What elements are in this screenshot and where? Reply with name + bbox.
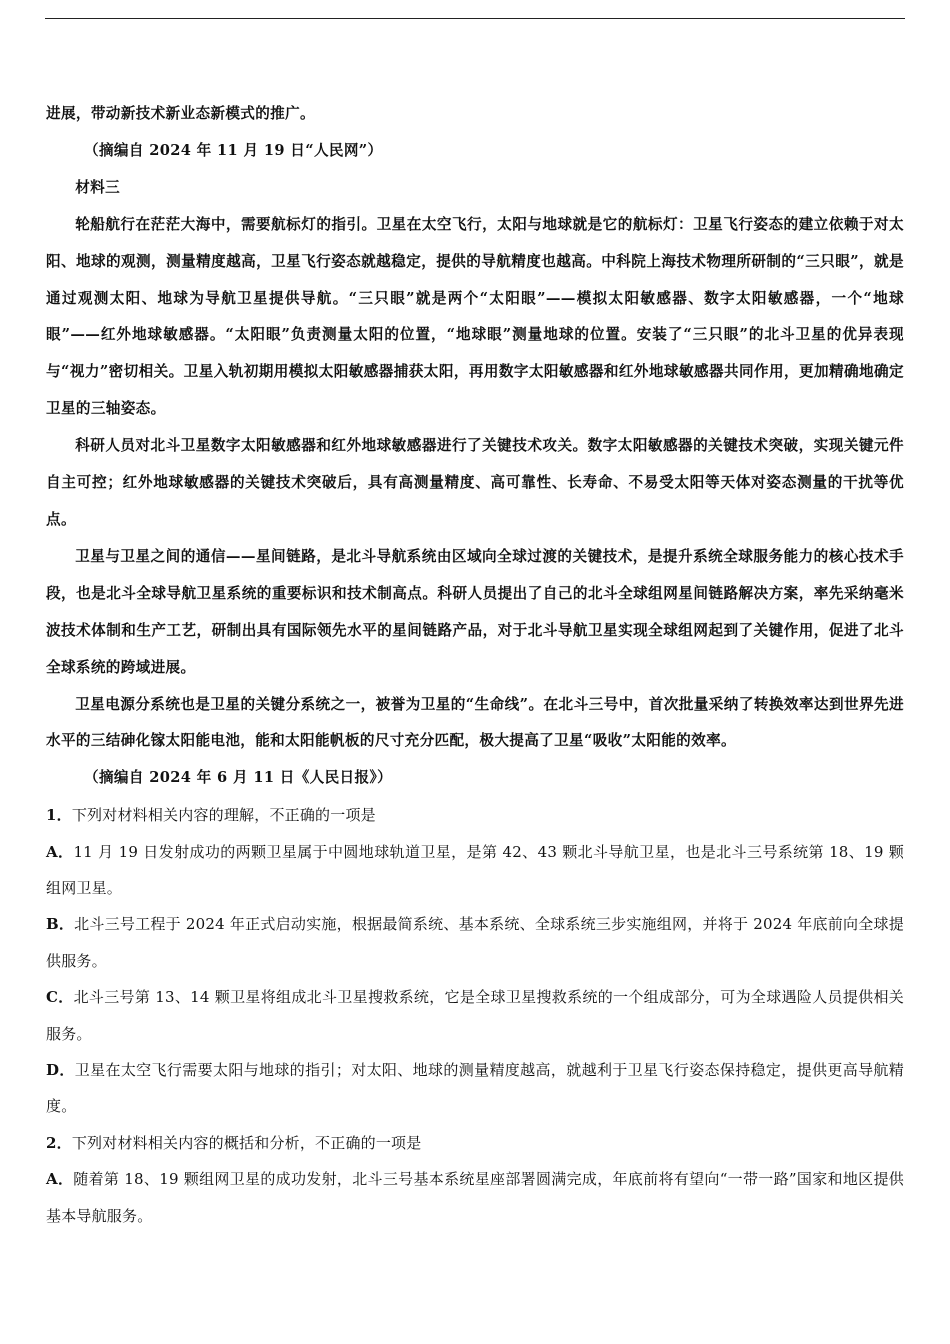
option-text: 北斗三号第 13、14 颗卫星将组成北斗卫星搜救系统，它是全球卫星搜救系统的一个组成部分，可为全球遇险人员提供相关服务。 <box>46 988 904 1043</box>
source-citation-1: （摘编自 2024 年 11 月 19 日“人民网”） <box>84 141 383 159</box>
option-label: A． <box>46 1170 74 1189</box>
option-text: 随着第 18、19 颗组网卫星的成功发射，北斗三号基本系统星座部署圆满完成，年底前将有望向“一带一路”国家和地区提供基本导航服务。 <box>46 1170 904 1225</box>
body-paragraph: 科研人员对北斗卫星数字太阳敏感器和红外地球敏感器进行了关键技术攻关。数字太阳敏感器的关键技术突破，实现关键元件自主可控；红外地球敏感器的关键技术突破后，具有高测量精度、高可靠性、长寿命、不易受太阳等天体对姿态测量的干扰等优点。 <box>46 437 904 528</box>
body-paragraph: 卫星电源分系统也是卫星的关键分系统之一，被誉为卫星的“生命线”。在北斗三号中，首次批量采纳了转换效率达到世界先进水平的三结砷化镓太阳能电池，能和太阳能帆板的尺寸充分匹配，极大提高了卫星“吸收”太阳能的效率。 <box>46 695 904 750</box>
question-1-option-a <box>46 834 904 907</box>
option-label: D． <box>46 1061 75 1080</box>
document-body <box>46 96 904 1234</box>
question-1-option-c <box>46 979 904 1052</box>
source-citation-2: （摘编自 2024 年 6 月 11 日《人民日报》） <box>84 769 393 787</box>
option-label: B． <box>46 915 75 934</box>
question-text: 下列对材料相关内容的概括和分析，不正确的一项是 <box>71 1133 422 1152</box>
body-paragraph: 轮船航行在茫茫大海中，需要航标灯的指引。卫星在太空飞行，太阳与地球就是它的航标灯：卫星飞行姿态的建立依赖于对太阳、地球的观测，测量精度越高，卫星飞行姿态就越稳定，提供的导航精度也越高。中科院上海技术物理所研制的“三只眼”，就是通过观测太阳、地球为导航卫星提供导航。“三只眼”就是两个“太阳眼”——模拟太阳敏感器、数字太阳敏感器，一个“地球眼”——红外地球敏感器。“太阳眼”负责测量太阳的位置，“地球眼”测量地球的位置。安装了“三只眼”的北斗卫星的优异表现与“视力”密切相关。卫星入轨初期用模拟太阳敏感器捕获太阳，再用数字太阳敏感器和红外地球敏感器共同作用，更加精确地确定卫星的三轴姿态。 <box>46 215 904 418</box>
option-label: A． <box>46 842 74 861</box>
question-number: 1． <box>46 806 72 825</box>
question-2-stem <box>46 1125 904 1161</box>
question-1-option-d <box>46 1052 904 1125</box>
question-1-option-b <box>46 906 904 979</box>
option-text: 卫星在太空飞行需要太阳与地球的指引；对太阳、地球的测量精度越高，就越利于卫星飞行姿态保持稳定，提供更高导航精度。 <box>46 1061 904 1116</box>
question-1-stem <box>46 797 904 833</box>
question-text: 下列对材料相关内容的理解，不正确的一项是 <box>71 806 376 825</box>
header-rule <box>45 18 905 19</box>
question-number: 2． <box>46 1133 72 1152</box>
option-text: 北斗三号工程于 2024 年正式启动实施，根据最简系统、基本系统、全球系统三步实施组网，并将于 2024 年底前向全球提供服务。 <box>46 915 904 970</box>
option-label: C． <box>46 988 74 1007</box>
continuation-text: 进展，带动新技术新业态新模式的推广。 <box>46 105 315 122</box>
material-title: 材料三 <box>75 178 121 196</box>
question-2-option-a <box>46 1161 904 1234</box>
option-text: 11 月 19 日发射成功的两颗卫星属于中圆地球轨道卫星，是第 42、43 颗北斗导航卫星，也是北斗三号系统第 18、19 颗组网卫星。 <box>46 842 904 898</box>
body-paragraph: 卫星与卫星之间的通信——星间链路，是北斗导航系统由区域向全球过渡的关键技术，是提升系统全球服务能力的核心技术手段，也是北斗全球导航卫星系统的重要标识和技术制高点。科研人员提出了自己的北斗全球组网星间链路解决方案，率先采纳毫米波技术体制和生产工艺，研制出具有国际领先水平的星间链路产品，对于北斗导航卫星实现全球组网起到了关键作用，促进了北斗全球系统的跨域进展。 <box>46 547 904 676</box>
